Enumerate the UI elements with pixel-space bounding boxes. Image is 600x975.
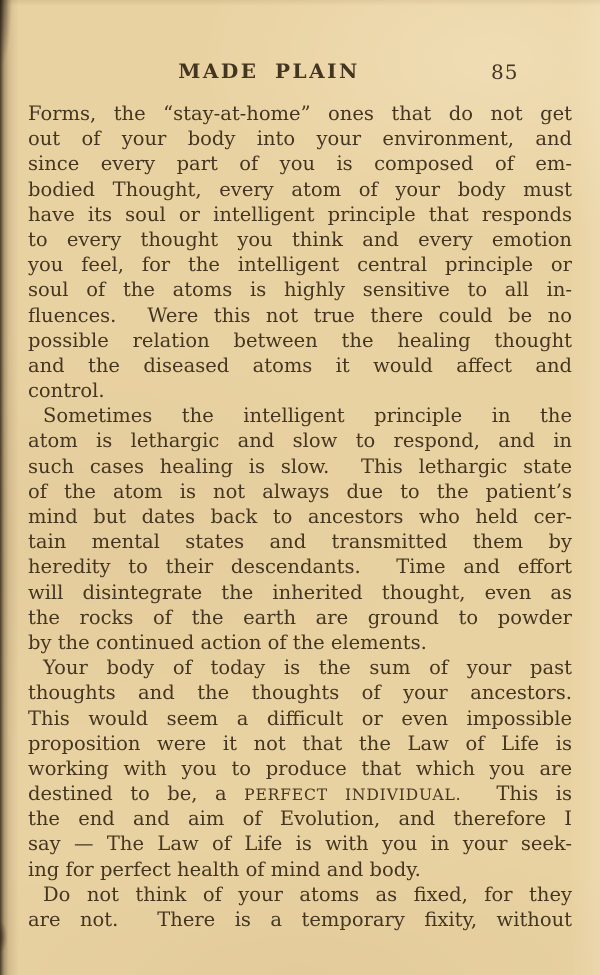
smallcaps-phrase: PERFECT INDIVIDUAL.	[244, 786, 462, 805]
paragraph	[28, 882, 572, 932]
text-line: the rocks of the earth are ground to powder	[28, 605, 572, 629]
smallcaps-pre-text: destined to be, a	[28, 782, 245, 806]
text-line: out of your body into your environment, and	[28, 127, 572, 151]
text-line: proposition were it not that the Law of Life is	[28, 731, 572, 755]
text-line: and the diseased atoms it would affect and	[28, 353, 572, 377]
text-line: you feel, for the intelligent central principle or	[28, 253, 572, 277]
text-line: say — The Law of Life is with you in your seek-	[28, 832, 572, 856]
text-line: atom is lethargic and slow to respond, and in	[28, 429, 572, 453]
paragraph	[28, 655, 572, 882]
smallcaps-post-text: This is	[461, 782, 572, 806]
text-line: This would seem a difficult or even impossible	[28, 706, 572, 730]
text-line: ing for perfect health of mind and body.	[28, 857, 421, 881]
text-line	[28, 781, 572, 806]
paragraph	[28, 403, 572, 655]
text-line: possible relation between the healing thought	[28, 328, 572, 352]
text-line: since every part of you is composed of em-	[28, 152, 572, 176]
text-line: Your body of today is the sum of your past	[43, 656, 572, 680]
text-line: have its soul or intelligent principle that responds	[28, 202, 572, 226]
text-line: heredity to their descendants. Time and effort	[28, 555, 572, 579]
page-body	[28, 101, 572, 932]
text-line: fluences. Were this not true there could be no	[28, 303, 572, 327]
text-line: will disintegrate the inherited thought, even as	[28, 580, 572, 604]
text-line: Sometimes the intelligent principle in the	[43, 404, 572, 428]
page-number: 85	[491, 60, 519, 84]
text-line: tain mental states and transmitted them by	[28, 530, 572, 554]
text-line: thoughts and the thoughts of your ancestors.	[28, 681, 572, 705]
running-title: MADE PLAIN	[178, 59, 360, 83]
text-line: of the atom is not always due to the patient’s	[28, 479, 572, 503]
text-line: to every thought you think and every emotion	[28, 227, 572, 251]
text-line: are not. There is a temporary fixity, without	[28, 908, 572, 931]
text-line: soul of the atoms is highly sensitive to all in-	[28, 278, 572, 302]
text-line: the end and aim of Evolution, and therefore I	[28, 807, 572, 831]
text-line: working with you to produce that which you are	[28, 756, 572, 780]
text-line: control.	[28, 379, 105, 403]
text-line: by the continued action of the elements.	[28, 630, 427, 654]
gutter-shadow	[0, 0, 20, 975]
text-line: Forms, the “stay-at-home” ones that do not get	[28, 102, 572, 125]
paragraph	[28, 101, 572, 403]
page-header	[0, 59, 600, 87]
text-line: such cases healing is slow. This lethargic state	[28, 454, 572, 478]
text-line: mind but dates back to ancestors who held cer-	[28, 505, 572, 528]
text-line: Do not think of your atoms as fixed, for they	[43, 882, 572, 906]
text-line: bodied Thought, every atom of your body must	[28, 177, 572, 201]
